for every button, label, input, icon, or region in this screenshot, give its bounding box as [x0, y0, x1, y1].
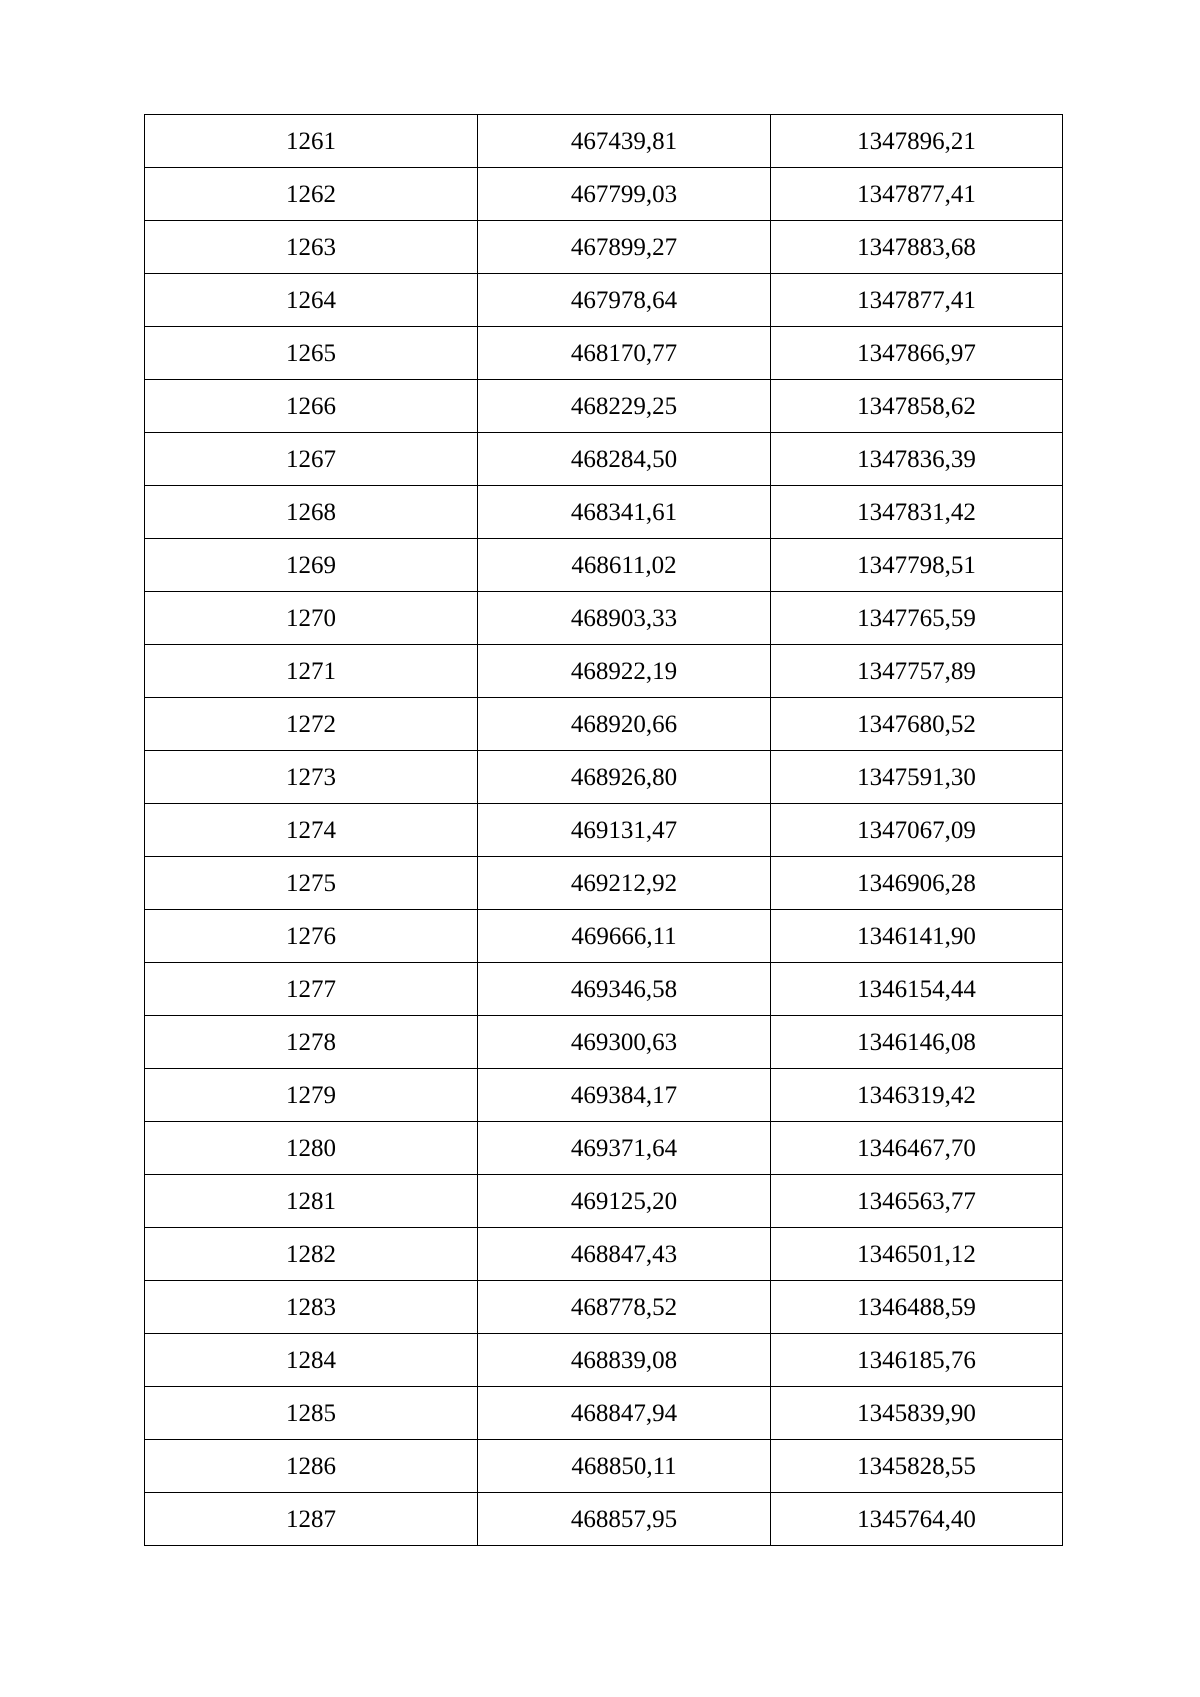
y-coordinate-cell: 1347591,30 [771, 751, 1063, 804]
table-row [145, 857, 1063, 910]
y-coordinate-cell: 1347858,62 [771, 380, 1063, 433]
coordinates-table [144, 114, 1063, 1546]
y-coordinate-cell: 1347765,59 [771, 592, 1063, 645]
y-coordinate-cell: 1347757,89 [771, 645, 1063, 698]
table-row [145, 221, 1063, 274]
x-coordinate-cell: 469384,17 [478, 1069, 771, 1122]
x-coordinate-cell: 467799,03 [478, 168, 771, 221]
y-coordinate-cell: 1347831,42 [771, 486, 1063, 539]
x-coordinate-cell: 469212,92 [478, 857, 771, 910]
y-coordinate-cell: 1347680,52 [771, 698, 1063, 751]
point-number-cell: 1268 [145, 486, 478, 539]
point-number-cell: 1261 [145, 115, 478, 168]
table-row [145, 115, 1063, 168]
y-coordinate-cell: 1346185,76 [771, 1334, 1063, 1387]
point-number-cell: 1275 [145, 857, 478, 910]
point-number-cell: 1263 [145, 221, 478, 274]
coordinates-table-body [145, 115, 1063, 1546]
x-coordinate-cell: 468611,02 [478, 539, 771, 592]
table-row [145, 168, 1063, 221]
y-coordinate-cell: 1346501,12 [771, 1228, 1063, 1281]
point-number-cell: 1269 [145, 539, 478, 592]
table-row [145, 1281, 1063, 1334]
x-coordinate-cell: 468778,52 [478, 1281, 771, 1334]
x-coordinate-cell: 468847,94 [478, 1387, 771, 1440]
point-number-cell: 1285 [145, 1387, 478, 1440]
point-number-cell: 1287 [145, 1493, 478, 1546]
table-row [145, 910, 1063, 963]
point-number-cell: 1272 [145, 698, 478, 751]
x-coordinate-cell: 469131,47 [478, 804, 771, 857]
y-coordinate-cell: 1346563,77 [771, 1175, 1063, 1228]
x-coordinate-cell: 468903,33 [478, 592, 771, 645]
point-number-cell: 1267 [145, 433, 478, 486]
x-coordinate-cell: 469346,58 [478, 963, 771, 1016]
x-coordinate-cell: 468229,25 [478, 380, 771, 433]
point-number-cell: 1271 [145, 645, 478, 698]
table-row [145, 804, 1063, 857]
table-row [145, 274, 1063, 327]
point-number-cell: 1262 [145, 168, 478, 221]
point-number-cell: 1277 [145, 963, 478, 1016]
point-number-cell: 1276 [145, 910, 478, 963]
y-coordinate-cell: 1347896,21 [771, 115, 1063, 168]
y-coordinate-cell: 1347877,41 [771, 168, 1063, 221]
x-coordinate-cell: 468857,95 [478, 1493, 771, 1546]
point-number-cell: 1284 [145, 1334, 478, 1387]
point-number-cell: 1264 [145, 274, 478, 327]
y-coordinate-cell: 1345839,90 [771, 1387, 1063, 1440]
x-coordinate-cell: 468850,11 [478, 1440, 771, 1493]
table-row [145, 751, 1063, 804]
y-coordinate-cell: 1345764,40 [771, 1493, 1063, 1546]
x-coordinate-cell: 468847,43 [478, 1228, 771, 1281]
y-coordinate-cell: 1346154,44 [771, 963, 1063, 1016]
point-number-cell: 1286 [145, 1440, 478, 1493]
point-number-cell: 1282 [145, 1228, 478, 1281]
table-row [145, 645, 1063, 698]
x-coordinate-cell: 469666,11 [478, 910, 771, 963]
table-row [145, 592, 1063, 645]
x-coordinate-cell: 469125,20 [478, 1175, 771, 1228]
x-coordinate-cell: 467978,64 [478, 274, 771, 327]
table-row [145, 1228, 1063, 1281]
point-number-cell: 1265 [145, 327, 478, 380]
table-row [145, 380, 1063, 433]
point-number-cell: 1270 [145, 592, 478, 645]
table-row [145, 486, 1063, 539]
point-number-cell: 1274 [145, 804, 478, 857]
y-coordinate-cell: 1346141,90 [771, 910, 1063, 963]
point-number-cell: 1283 [145, 1281, 478, 1334]
point-number-cell: 1280 [145, 1122, 478, 1175]
x-coordinate-cell: 468284,50 [478, 433, 771, 486]
y-coordinate-cell: 1346319,42 [771, 1069, 1063, 1122]
point-number-cell: 1273 [145, 751, 478, 804]
table-row [145, 963, 1063, 1016]
point-number-cell: 1266 [145, 380, 478, 433]
table-row [145, 1440, 1063, 1493]
table-row [145, 1387, 1063, 1440]
y-coordinate-cell: 1346488,59 [771, 1281, 1063, 1334]
x-coordinate-cell: 468926,80 [478, 751, 771, 804]
table-row [145, 698, 1063, 751]
x-coordinate-cell: 468922,19 [478, 645, 771, 698]
x-coordinate-cell: 467439,81 [478, 115, 771, 168]
x-coordinate-cell: 468170,77 [478, 327, 771, 380]
table-row [145, 1069, 1063, 1122]
table-row [145, 1334, 1063, 1387]
table-row [145, 327, 1063, 380]
y-coordinate-cell: 1345828,55 [771, 1440, 1063, 1493]
y-coordinate-cell: 1347877,41 [771, 274, 1063, 327]
x-coordinate-cell: 468839,08 [478, 1334, 771, 1387]
point-number-cell: 1281 [145, 1175, 478, 1228]
x-coordinate-cell: 468920,66 [478, 698, 771, 751]
table-row [145, 1493, 1063, 1546]
table-row [145, 1122, 1063, 1175]
y-coordinate-cell: 1347067,09 [771, 804, 1063, 857]
table-row [145, 1016, 1063, 1069]
y-coordinate-cell: 1346146,08 [771, 1016, 1063, 1069]
x-coordinate-cell: 468341,61 [478, 486, 771, 539]
table-row [145, 539, 1063, 592]
x-coordinate-cell: 469300,63 [478, 1016, 771, 1069]
point-number-cell: 1278 [145, 1016, 478, 1069]
table-row [145, 433, 1063, 486]
x-coordinate-cell: 469371,64 [478, 1122, 771, 1175]
y-coordinate-cell: 1346467,70 [771, 1122, 1063, 1175]
y-coordinate-cell: 1347883,68 [771, 221, 1063, 274]
y-coordinate-cell: 1346906,28 [771, 857, 1063, 910]
point-number-cell: 1279 [145, 1069, 478, 1122]
table-row [145, 1175, 1063, 1228]
y-coordinate-cell: 1347866,97 [771, 327, 1063, 380]
x-coordinate-cell: 467899,27 [478, 221, 771, 274]
y-coordinate-cell: 1347836,39 [771, 433, 1063, 486]
y-coordinate-cell: 1347798,51 [771, 539, 1063, 592]
